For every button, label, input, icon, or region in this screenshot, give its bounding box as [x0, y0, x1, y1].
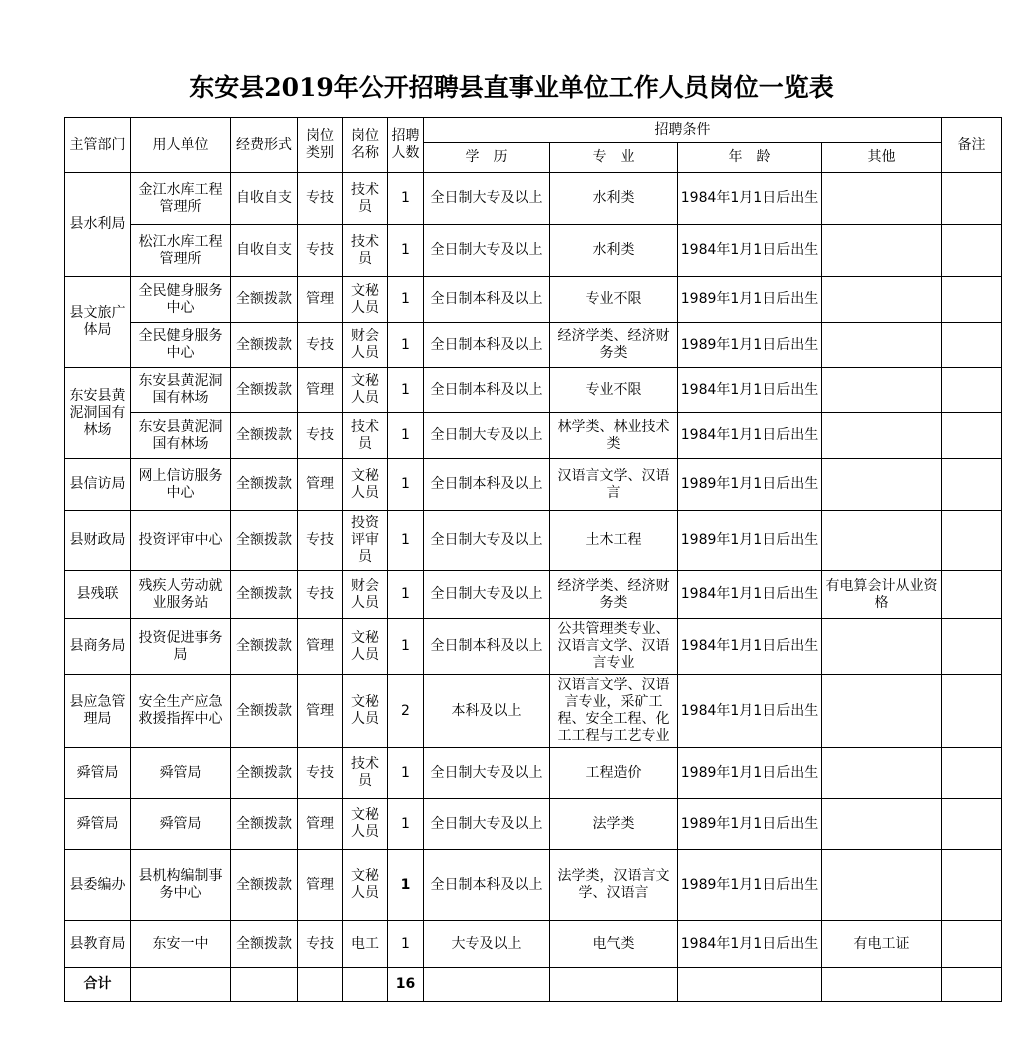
cell-remark	[942, 368, 1002, 413]
cell-count: 1	[388, 511, 424, 571]
cell-other	[822, 173, 942, 225]
cell-other	[822, 323, 942, 368]
cell-post-type: 专技	[298, 921, 343, 968]
header-remark: 备注	[942, 118, 1002, 173]
table-row	[65, 675, 1002, 748]
cell-remark	[942, 173, 1002, 225]
cell-other: 有电算会计从业资格	[822, 571, 942, 619]
cell-other	[822, 748, 942, 799]
cell-other	[822, 413, 942, 459]
cell-count: 1	[388, 277, 424, 323]
cell-remark	[942, 799, 1002, 850]
cell-unit: 安全生产应急救援指挥中心	[131, 675, 231, 748]
cell-post-name: 文秘人员	[343, 619, 388, 675]
total-label: 合计	[65, 968, 131, 1002]
total-count: 16	[388, 968, 424, 1002]
cell-unit: 县机构编制事务中心	[131, 850, 231, 921]
cell-age: 1989年1月1日后出生	[678, 850, 822, 921]
cell-count: 1	[388, 368, 424, 413]
cell-age: 1989年1月1日后出生	[678, 277, 822, 323]
cell-major: 专业不限	[550, 368, 678, 413]
cell-post-name: 技术员	[343, 173, 388, 225]
cell-post-name: 文秘人员	[343, 675, 388, 748]
cell-unit: 投资评审中心	[131, 511, 231, 571]
cell-age: 1989年1月1日后出生	[678, 799, 822, 850]
cell-remark	[942, 675, 1002, 748]
cell-count: 1	[388, 619, 424, 675]
total-empty-cell	[822, 968, 942, 1002]
cell-unit: 东安县黄泥洞国有林场	[131, 413, 231, 459]
cell-major: 汉语言文学、汉语言	[550, 459, 678, 511]
cell-other	[822, 511, 942, 571]
recruitment-table	[64, 117, 1002, 1002]
cell-count: 1	[388, 459, 424, 511]
cell-post-name: 文秘人员	[343, 799, 388, 850]
cell-major: 专业不限	[550, 277, 678, 323]
total-empty-cell	[424, 968, 550, 1002]
cell-age: 1984年1月1日后出生	[678, 368, 822, 413]
cell-funding: 全额拨款	[231, 675, 298, 748]
cell-education: 全日制本科及以上	[424, 459, 550, 511]
cell-age: 1984年1月1日后出生	[678, 571, 822, 619]
header-funding: 经费形式	[231, 118, 298, 173]
cell-other	[822, 225, 942, 277]
table-row	[65, 323, 1002, 368]
header-major: 专 业	[550, 143, 678, 173]
cell-funding: 全额拨款	[231, 368, 298, 413]
header-age: 年 龄	[678, 143, 822, 173]
cell-remark	[942, 413, 1002, 459]
cell-unit: 全民健身服务中心	[131, 323, 231, 368]
cell-dept: 县残联	[65, 571, 131, 619]
cell-post-name: 财会人员	[343, 571, 388, 619]
cell-education: 全日制大专及以上	[424, 225, 550, 277]
cell-funding: 全额拨款	[231, 323, 298, 368]
cell-education: 全日制本科及以上	[424, 850, 550, 921]
page-title: 东安县2019年公开招聘县直事业单位工作人员岗位一览表	[189, 73, 834, 102]
cell-post-type: 专技	[298, 413, 343, 459]
table-row	[65, 571, 1002, 619]
cell-dept: 县文旅广体局	[65, 277, 131, 368]
cell-dept: 县应急管理局	[65, 675, 131, 748]
cell-post-name: 投资评审员	[343, 511, 388, 571]
total-row	[65, 968, 1002, 1002]
total-empty-cell	[343, 968, 388, 1002]
cell-major: 水利类	[550, 225, 678, 277]
cell-post-name: 电工	[343, 921, 388, 968]
cell-count: 1	[388, 748, 424, 799]
cell-education: 全日制本科及以上	[424, 277, 550, 323]
cell-post-type: 专技	[298, 511, 343, 571]
cell-other	[822, 459, 942, 511]
cell-unit: 全民健身服务中心	[131, 277, 231, 323]
cell-dept: 舜管局	[65, 799, 131, 850]
table-row	[65, 225, 1002, 277]
cell-unit: 投资促进事务局	[131, 619, 231, 675]
cell-major: 汉语言文学、汉语言专业，采矿工程、安全工程、化工工程与工艺专业	[550, 675, 678, 748]
cell-dept: 县信访局	[65, 459, 131, 511]
cell-education: 全日制大专及以上	[424, 748, 550, 799]
cell-post-type: 管理	[298, 799, 343, 850]
table-row	[65, 459, 1002, 511]
cell-major: 电气类	[550, 921, 678, 968]
cell-funding: 全额拨款	[231, 413, 298, 459]
cell-education: 全日制本科及以上	[424, 619, 550, 675]
cell-post-name: 文秘人员	[343, 850, 388, 921]
cell-age: 1984年1月1日后出生	[678, 173, 822, 225]
cell-funding: 全额拨款	[231, 619, 298, 675]
cell-education: 全日制大专及以上	[424, 571, 550, 619]
cell-post-type: 管理	[298, 619, 343, 675]
cell-age: 1989年1月1日后出生	[678, 511, 822, 571]
cell-unit: 松江水库工程管理所	[131, 225, 231, 277]
table-row	[65, 799, 1002, 850]
cell-post-type: 管理	[298, 459, 343, 511]
cell-post-type: 管理	[298, 850, 343, 921]
cell-remark	[942, 921, 1002, 968]
header-post-type: 岗位类别	[298, 118, 343, 173]
cell-unit: 网上信访服务中心	[131, 459, 231, 511]
cell-major: 经济学类、经济财务类	[550, 323, 678, 368]
cell-other	[822, 850, 942, 921]
cell-post-name: 技术员	[343, 413, 388, 459]
cell-post-type: 管理	[298, 675, 343, 748]
cell-remark	[942, 850, 1002, 921]
table-row	[65, 511, 1002, 571]
cell-education: 全日制大专及以上	[424, 799, 550, 850]
cell-funding: 全额拨款	[231, 748, 298, 799]
table-row	[65, 413, 1002, 459]
cell-dept: 县教育局	[65, 921, 131, 968]
cell-major: 工程造价	[550, 748, 678, 799]
cell-major: 土木工程	[550, 511, 678, 571]
total-empty-cell	[131, 968, 231, 1002]
cell-remark	[942, 511, 1002, 571]
cell-other	[822, 619, 942, 675]
cell-remark	[942, 748, 1002, 799]
cell-funding: 全额拨款	[231, 511, 298, 571]
cell-count: 1	[388, 850, 424, 921]
cell-count: 1	[388, 413, 424, 459]
cell-age: 1989年1月1日后出生	[678, 459, 822, 511]
cell-education: 本科及以上	[424, 675, 550, 748]
cell-education: 大专及以上	[424, 921, 550, 968]
cell-unit: 舜管局	[131, 748, 231, 799]
cell-other	[822, 368, 942, 413]
cell-funding: 全额拨款	[231, 799, 298, 850]
cell-dept: 县财政局	[65, 511, 131, 571]
table-row	[65, 748, 1002, 799]
cell-count: 2	[388, 675, 424, 748]
cell-count: 1	[388, 921, 424, 968]
cell-other	[822, 277, 942, 323]
table-row	[65, 921, 1002, 968]
table-row	[65, 173, 1002, 225]
cell-funding: 自收自支	[231, 173, 298, 225]
cell-funding: 全额拨款	[231, 459, 298, 511]
cell-education: 全日制本科及以上	[424, 368, 550, 413]
cell-remark	[942, 459, 1002, 511]
cell-post-type: 专技	[298, 571, 343, 619]
cell-funding: 全额拨款	[231, 921, 298, 968]
table-row	[65, 277, 1002, 323]
header-post-name: 岗位名称	[343, 118, 388, 173]
cell-unit: 残疾人劳动就业服务站	[131, 571, 231, 619]
total-empty-cell	[550, 968, 678, 1002]
cell-unit: 金江水库工程管理所	[131, 173, 231, 225]
cell-post-name: 财会人员	[343, 323, 388, 368]
cell-post-type: 管理	[298, 277, 343, 323]
header-dept: 主管部门	[65, 118, 131, 173]
cell-other	[822, 675, 942, 748]
cell-other: 有电工证	[822, 921, 942, 968]
cell-age: 1989年1月1日后出生	[678, 748, 822, 799]
cell-count: 1	[388, 571, 424, 619]
header-education: 学 历	[424, 143, 550, 173]
cell-dept: 县水利局	[65, 173, 131, 277]
header-unit: 用人单位	[131, 118, 231, 173]
cell-dept: 县商务局	[65, 619, 131, 675]
cell-age: 1984年1月1日后出生	[678, 675, 822, 748]
cell-unit: 舜管局	[131, 799, 231, 850]
cell-remark	[942, 571, 1002, 619]
cell-age: 1984年1月1日后出生	[678, 413, 822, 459]
header-conditions: 招聘条件	[424, 118, 942, 143]
cell-funding: 全额拨款	[231, 277, 298, 323]
cell-education: 全日制大专及以上	[424, 173, 550, 225]
cell-remark	[942, 323, 1002, 368]
cell-unit: 东安一中	[131, 921, 231, 968]
cell-count: 1	[388, 173, 424, 225]
cell-count: 1	[388, 225, 424, 277]
cell-post-type: 专技	[298, 225, 343, 277]
total-empty-cell	[231, 968, 298, 1002]
cell-post-type: 专技	[298, 323, 343, 368]
cell-post-name: 文秘人员	[343, 368, 388, 413]
header-other: 其他	[822, 143, 942, 173]
cell-unit: 东安县黄泥洞国有林场	[131, 368, 231, 413]
cell-funding: 全额拨款	[231, 571, 298, 619]
cell-major: 经济学类、经济财务类	[550, 571, 678, 619]
total-empty-cell	[942, 968, 1002, 1002]
cell-age: 1984年1月1日后出生	[678, 225, 822, 277]
cell-post-type: 专技	[298, 748, 343, 799]
cell-remark	[942, 619, 1002, 675]
header-count: 招聘人数	[388, 118, 424, 173]
total-empty-cell	[678, 968, 822, 1002]
cell-age: 1989年1月1日后出生	[678, 323, 822, 368]
cell-post-type: 专技	[298, 173, 343, 225]
cell-major: 法学类，汉语言文学、汉语言	[550, 850, 678, 921]
cell-count: 1	[388, 323, 424, 368]
cell-major: 公共管理类专业、汉语言文学、汉语言专业	[550, 619, 678, 675]
cell-education: 全日制本科及以上	[424, 323, 550, 368]
cell-dept: 东安县黄泥洞国有林场	[65, 368, 131, 459]
cell-dept: 县委编办	[65, 850, 131, 921]
cell-post-name: 技术员	[343, 225, 388, 277]
cell-post-name: 文秘人员	[343, 459, 388, 511]
total-empty-cell	[298, 968, 343, 1002]
cell-remark	[942, 277, 1002, 323]
table-row	[65, 619, 1002, 675]
cell-count: 1	[388, 799, 424, 850]
cell-funding: 全额拨款	[231, 850, 298, 921]
cell-major: 法学类	[550, 799, 678, 850]
table-row	[65, 850, 1002, 921]
cell-major: 林学类、林业技术类	[550, 413, 678, 459]
cell-education: 全日制大专及以上	[424, 511, 550, 571]
cell-dept: 舜管局	[65, 748, 131, 799]
cell-age: 1984年1月1日后出生	[678, 619, 822, 675]
cell-post-type: 管理	[298, 368, 343, 413]
header-row-1	[65, 118, 1002, 143]
cell-major: 水利类	[550, 173, 678, 225]
cell-funding: 自收自支	[231, 225, 298, 277]
cell-remark	[942, 225, 1002, 277]
cell-age: 1984年1月1日后出生	[678, 921, 822, 968]
cell-post-name: 文秘人员	[343, 277, 388, 323]
cell-education: 全日制大专及以上	[424, 413, 550, 459]
cell-post-name: 技术员	[343, 748, 388, 799]
cell-other	[822, 799, 942, 850]
table-row	[65, 368, 1002, 413]
